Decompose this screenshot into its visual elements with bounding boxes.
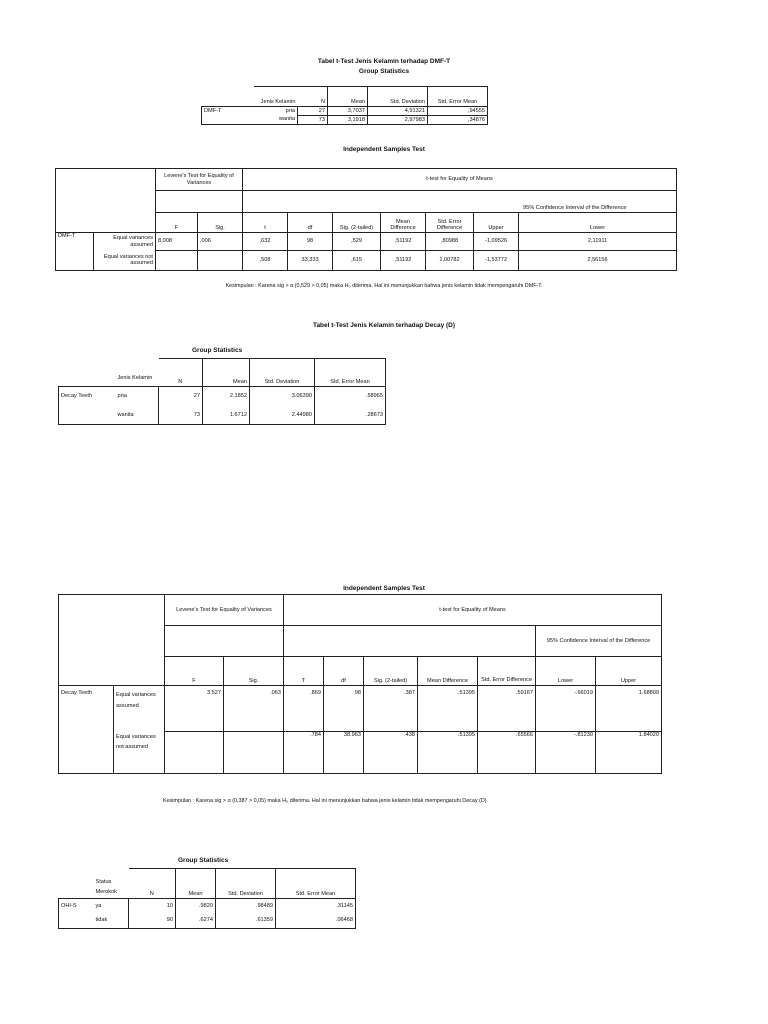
table1-subtitle: Group Statistics [358, 68, 410, 75]
col-std-error-difference: Std. Error Difference [426, 213, 474, 233]
col-n: N [129, 869, 176, 899]
row-label: Equal variances not assumed [114, 732, 165, 774]
cell-se: .06468 [276, 914, 356, 929]
col-jenis-kelamin: Jenis Kelamin [254, 87, 298, 107]
col-upper: Upper [596, 657, 662, 686]
row-label: Equal variances assumed [114, 686, 165, 732]
group-label: wanita [116, 407, 159, 425]
col-n: N [159, 359, 203, 387]
cell-n: 27 [298, 107, 328, 116]
col-std-error-mean: Std. Error Mean [276, 869, 356, 899]
row-var-label: Decay Teeth [59, 387, 116, 407]
table3-subtitle: Group Statistics [178, 857, 229, 864]
cell-df: 98 [324, 686, 364, 732]
group-label: pria [117, 393, 127, 400]
group-statistics-ohis [58, 868, 356, 929]
group-label: tidak [94, 914, 129, 929]
col-sig: Sig. [224, 657, 284, 686]
col-lower: Lower [536, 657, 596, 686]
table-row [202, 116, 488, 125]
cell-t: ,508 [243, 251, 288, 271]
independent-test-title-2: Independent Samples Test [343, 585, 425, 592]
cell-se: .28673 [315, 407, 386, 425]
row-label: Equal variances assumed [94, 233, 156, 251]
cell-lower: 2,56156 [519, 251, 677, 271]
ttest-header: t-test for Equality of Means [284, 595, 662, 626]
ci-header: 95% Confidence Interval of the Difference [474, 191, 677, 213]
table-row [56, 233, 677, 251]
cell-mean: 3,1918 [328, 116, 368, 125]
col-std-error-difference: Std. Error Difference [478, 657, 536, 686]
group-statistics-decay [58, 358, 386, 425]
col-std-error-mean: Std. Error Mean [315, 359, 386, 387]
cell-sd: 2.44980 [250, 407, 315, 425]
col-sig-2tailed: Sig. (2-tailed) [333, 213, 381, 233]
conclusion-decay: Kesimpulan : Karena sig > α (0,387 > 0,05) maka H₀ diterima. Hal ini menunjukkan bahwa jenis kelamin tidak mempengaruhi Decay (D) [163, 798, 487, 804]
col-t: T [284, 657, 324, 686]
col-df: df [288, 213, 333, 233]
col-std-deviation: Std. Deviation [216, 869, 276, 899]
conclusion-dmft: Kesimpulan : Karena sig > α (0,529 > 0,05) maka H₀ diterima. Hal ini menunjukkan bahwa jenis kelamin tidak mempengaruhi DMF-T. [225, 283, 543, 289]
cell-mean-difference: ,51192 [381, 251, 426, 271]
group-label: ya [95, 902, 102, 909]
cell-df: 38.963 [324, 732, 364, 774]
col-mean-difference: Mean Difference [381, 213, 426, 233]
col-df: df [324, 657, 364, 686]
col-std-error-mean: Std. Error Mean [428, 87, 488, 107]
cell-se: .58965 [315, 387, 386, 407]
cell-mean: .6274 [176, 914, 216, 929]
group-statistics-dmft [201, 86, 488, 125]
col-std-deviation: Std. Deviation [368, 87, 428, 107]
cell-t: .869 [284, 686, 324, 732]
cell-std-error-difference: ,80988 [426, 233, 474, 251]
cell-mean: .9820 [176, 899, 216, 914]
cell-mean-difference: ,51192 [381, 233, 426, 251]
cell-df: 98 [288, 233, 333, 251]
table-row [59, 899, 356, 914]
col-mean: Mean [176, 869, 216, 899]
col-n: N [298, 87, 328, 107]
col-mean-difference: Mean Difference [418, 657, 478, 686]
ci-header: 95% Confidence Interval of the Difference [536, 626, 662, 657]
table-row [59, 387, 386, 407]
cell-mean: 2.1852 [203, 387, 250, 407]
cell-se: ,94555 [428, 107, 488, 116]
cell-mean: 1.6712 [203, 407, 250, 425]
cell-f: 8,008 [156, 233, 198, 251]
row-var-label: OHI-S [59, 899, 94, 914]
levene-header: Levene's Test for Equality of Variances [156, 169, 243, 191]
cell-std-error-difference: .59167 [478, 686, 536, 732]
group-label: pria [254, 107, 298, 116]
cell-n: 73 [298, 116, 328, 125]
cell-n: 27 [159, 387, 203, 407]
cell-lower: -.66019 [536, 686, 596, 732]
col-jenis-kelamin: Jenis Kelamin [116, 359, 159, 387]
cell-t: .784 [284, 732, 324, 774]
col-mean: Mean [328, 87, 368, 107]
table-row [56, 251, 677, 271]
col-std-deviation: Std. Deviation [250, 359, 315, 387]
table-row [202, 107, 488, 116]
table-row [59, 407, 386, 425]
row-var-label: DMF-T [202, 107, 254, 116]
independent-samples-test-dmft [55, 168, 677, 271]
cell-lower: 2,11911 [519, 233, 677, 251]
cell-lower: -.81230 [536, 732, 596, 774]
cell-upper: -1,53772 [474, 251, 519, 271]
col-f: F [156, 213, 198, 233]
cell-df: 33,333 [288, 251, 333, 271]
col-t: t [243, 213, 288, 233]
col-lower: Lower [519, 213, 677, 233]
cell-sd: 4,91321 [368, 107, 428, 116]
cell-se: ,34876 [428, 116, 488, 125]
cell-upper: 1.68809 [596, 686, 662, 732]
row-var-label: Decay Teeth [59, 686, 114, 774]
col-f: F [165, 657, 224, 686]
col-status-merokok: Status Merokok [94, 869, 129, 899]
col-upper: Upper [474, 213, 519, 233]
cell-sd: 3.06390 [250, 387, 315, 407]
cell-sd: .61359 [216, 914, 276, 929]
table-row [59, 686, 662, 732]
col-mean: Mean [203, 359, 250, 387]
cell-n: 90 [129, 914, 176, 929]
cell-sig-2tailed: ,615 [333, 251, 381, 271]
cell-sig: .063 [224, 686, 284, 732]
row-label: Equal variances not assumed [94, 251, 156, 271]
cell-sd: .98489 [216, 899, 276, 914]
table-row [59, 732, 662, 774]
cell-se: .31145 [276, 899, 356, 914]
table2-title: Tabel t-Test Jenis Kelamin terhadap Decay (D) [312, 322, 456, 329]
ttest-header: t-test for Equality of Means [243, 169, 677, 191]
cell-sig-2tailed: .387 [364, 686, 418, 732]
row-var-label: DMF-T [56, 233, 94, 271]
levene-header: Levene's Test for Equality of Variances [165, 595, 284, 626]
table2-subtitle: Group Statistics [192, 347, 243, 354]
cell-f: 3.527 [165, 686, 224, 732]
table-row [59, 914, 356, 929]
cell-sd: 2,97983 [368, 116, 428, 125]
cell-t: ,632 [243, 233, 288, 251]
cell-sig: ,006 [198, 233, 243, 251]
col-sig-2tailed: Sig. (2-tailed) [364, 657, 418, 686]
cell-n: 10 [129, 899, 176, 914]
cell-mean: 3,7037 [328, 107, 368, 116]
cell-std-error-difference: 1,00782 [426, 251, 474, 271]
cell-upper: 1.84020 [596, 732, 662, 774]
cell-mean-difference: .51395 [418, 686, 478, 732]
independent-samples-test-decay [58, 594, 662, 774]
cell-sig-2tailed: .438 [364, 732, 418, 774]
cell-sig-2tailed: ,529 [333, 233, 381, 251]
cell-n: 73 [159, 407, 203, 425]
independent-test-title-1: Independent Samples Test [343, 146, 425, 153]
cell-mean-difference: .51395 [418, 732, 478, 774]
table1-title: Tabel t-Test Jenis Kelamin terhadap DMF-T [317, 58, 451, 65]
group-label: wanita [254, 116, 298, 125]
col-sig: Sig. [198, 213, 243, 233]
cell-upper: -1,09526 [474, 233, 519, 251]
cell-std-error-difference: .65566 [478, 732, 536, 774]
